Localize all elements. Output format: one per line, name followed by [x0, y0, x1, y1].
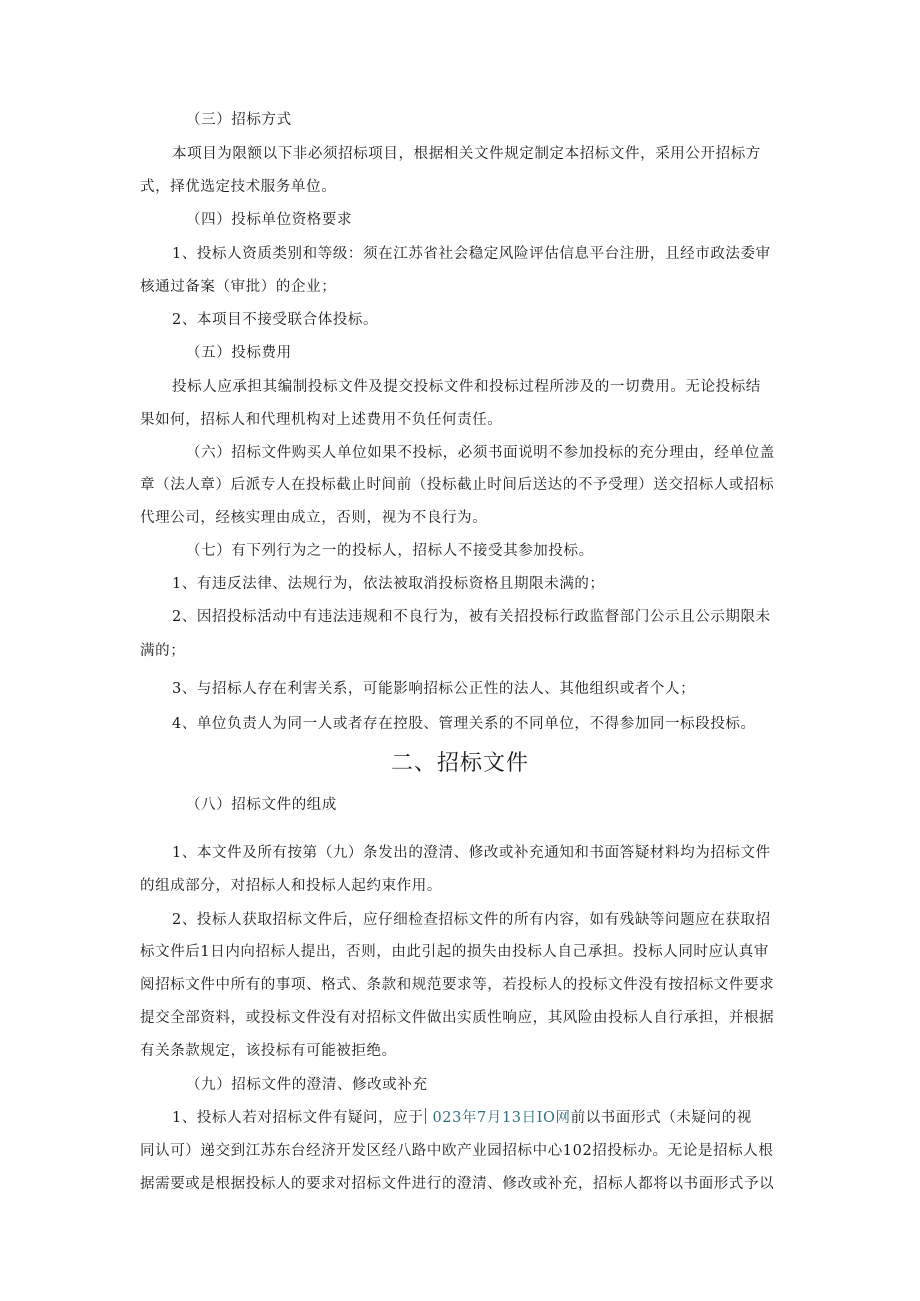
section-9-item-1-line-2: 同认可）递交到江苏东台经济开发区经八路中欧产业园招标中心102招投标办。无论是招标人根: [140, 1143, 774, 1159]
section-3-heading: （三）招标方式: [186, 112, 292, 128]
section-7-item-1: 1、有违反法律、法规行为，依法被取消投标资格且期限未满的；: [172, 576, 605, 592]
section-5-paragraph-line-2: 果如何，招标人和代理机构对上述费用不负任何责任。: [140, 412, 503, 428]
section-4-heading: （四）投标单位资格要求: [186, 212, 353, 228]
section-8-item-2-line-4: 提交全部资料，或投标文件没有对招标文件做出实质性响应，其风险由投标人自行承担，并根据: [140, 1010, 775, 1026]
section-4-item-2: 2、本项目不接受联合体投标。: [172, 312, 379, 328]
section-7-item-3: 3、与招标人存在利害关系，可能影响招标公正性的法人、其他组织或者个人；: [172, 681, 696, 697]
section-8-item-2-line-3: 阅招标文件中所有的事项、格式、条款和规范要求等，若投标人的投标文件没有按招标文件要求: [140, 977, 775, 993]
section-4-item-1-line-2: 核通过备案（审批）的企业；: [140, 279, 337, 295]
section-9-item-1-line-1: [172, 1108, 752, 1128]
section-7-heading: （七）有下列行为之一的投标人，招标人不接受其参加投标。: [186, 543, 594, 559]
section-8-item-2-line-2: 标文件后1日内向招标人提出，否则，由此引起的损失由投标人自己承担。投标人同时应认真审: [140, 944, 769, 960]
section-3-paragraph-line-1: 本项目为限额以下非必须招标项目，根据相关文件规定制定本招标文件，采用公开招标方: [172, 146, 761, 162]
section-9-item-1-line-3: 据需要或是根据投标人的要求对招标文件进行的澄清、修改或补充，招标人都将以书面形式予以: [140, 1176, 775, 1192]
section-4-item-1-line-1: 1、投标人资质类别和等级：须在江苏省社会稳定风险评估信息平台注册，且经市政法委审: [172, 246, 771, 262]
deadline-highlight: 023年7月13日IO网: [432, 1110, 571, 1126]
section-9-item-1-text-a: 1、投标人若对招标文件有疑问，应于: [172, 1110, 424, 1126]
section-8-item-1-line-1: 1、本文件及所有按第（九）条发出的澄清、修改或补充通知和书面答疑材料均为招标文件: [172, 845, 771, 861]
section-5-heading: （五）投标费用: [186, 345, 292, 361]
section-8-item-2-line-1: 2、投标人获取招标文件后，应仔细检查招标文件的所有内容，如有残缺等问题应在获取招: [172, 912, 771, 928]
section-9-item-1-text-b: 前以书面形式（未疑问的视: [570, 1110, 752, 1126]
section-3-paragraph-line-2: 式，择优选定技术服务单位。: [140, 179, 337, 195]
section-9-heading: （九）招标文件的澄清、修改或补充: [186, 1077, 428, 1093]
section-6-line-2: 章（法人章）后派专人在投标截止时间前（投标截止时间后送达的不予受理）送交招标人或招标: [140, 477, 775, 493]
section-7-item-2-line-2: 满的；: [140, 643, 186, 659]
cursor-bar: [425, 1108, 426, 1124]
section-5-paragraph-line-1: 投标人应承担其编制投标文件及提交投标文件和投标过程所涉及的一切费用。无论投标结: [172, 379, 761, 395]
section-7-item-2-line-1: 2、因招投标活动中有违法违规和不良行为，被有关招投标行政监督部门公示且公示期限未: [172, 609, 771, 625]
section-8-item-2-line-5: 有关条款规定，该投标有可能被拒绝。: [140, 1043, 397, 1059]
section-6-line-1: （六）招标文件购买人单位如果不投标，必须书面说明不参加投标的充分理由，经单位盖: [186, 445, 775, 461]
chapter-2-title: 二、招标文件: [390, 751, 529, 776]
section-6-line-3: 代理公司，经核实理由成立，否则，视为不良行为。: [140, 510, 488, 526]
section-8-item-1-line-2: 的组成部分，对招标人和投标人起约束作用。: [140, 878, 442, 894]
section-8-heading: （八）招标文件的组成: [186, 797, 337, 813]
section-7-item-4: 4、单位负责人为同一人或者存在控股、管理关系的不同单位，不得参加同一标段投标。: [172, 716, 756, 732]
